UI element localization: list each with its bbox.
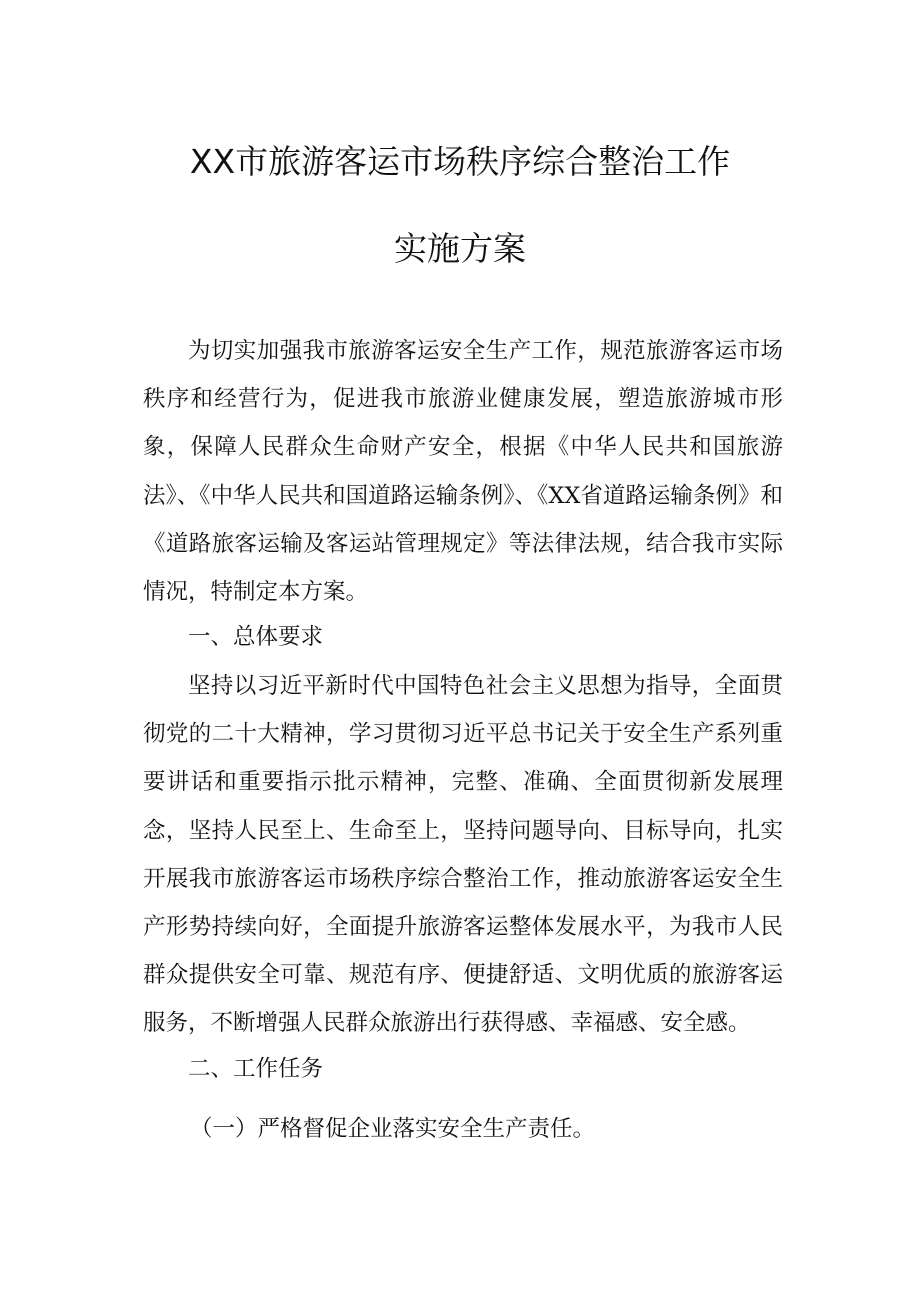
subsection-heading-1: （一）严格督促企业落实安全生产责任。 (190, 1116, 596, 1142)
section-heading-work-tasks: 二、工作任务 (188, 1056, 324, 1082)
requirements-paragraph: 坚持以习近平新时代中国特色社会主义思想为指导，全面贯彻党的二十大精神，学习贯彻习近平总书记关于安全生产系列重要讲话和重要指示批示精神，完整、准确、全面贯彻新发展理念，坚持人民至上、生命至上，坚持问题导向、目标导向，扎实开展我市旅游客运市场秩序综合整治工作，推动旅游客运安全生产形势持续向好，全面提升旅游客运整体发展水平，为我市人民群众提供安全可靠、规范有序、便捷舒适、文明优质的旅游客运服务，不断增强人民群众旅游出行获得感、幸福感、安全感。 (143, 673, 783, 1037)
document-title-line-2: 实施方案 (394, 229, 526, 268)
section-heading-overall-requirements: 一、总体要求 (188, 624, 324, 650)
intro-paragraph: 为切实加强我市旅游客运安全生产工作，规范旅游客运市场秩序和经营行为，促进我市旅游业健康发展，塑造旅游城市形象，保障人民群众生命财产安全，根据《中华人民共和国旅游法》、《中华人民共和国道路运输条例》、《XX省道路运输条例》和《道路旅客运输及客运站管理规定》等法律法规，结合我市实际情况，特制定本方案。 (143, 338, 783, 606)
document-title-line-1: XX市旅游客运市场秩序综合整治工作 (189, 142, 731, 181)
intro-paragraph-block (143, 327, 783, 616)
requirements-paragraph-block (143, 662, 783, 1048)
